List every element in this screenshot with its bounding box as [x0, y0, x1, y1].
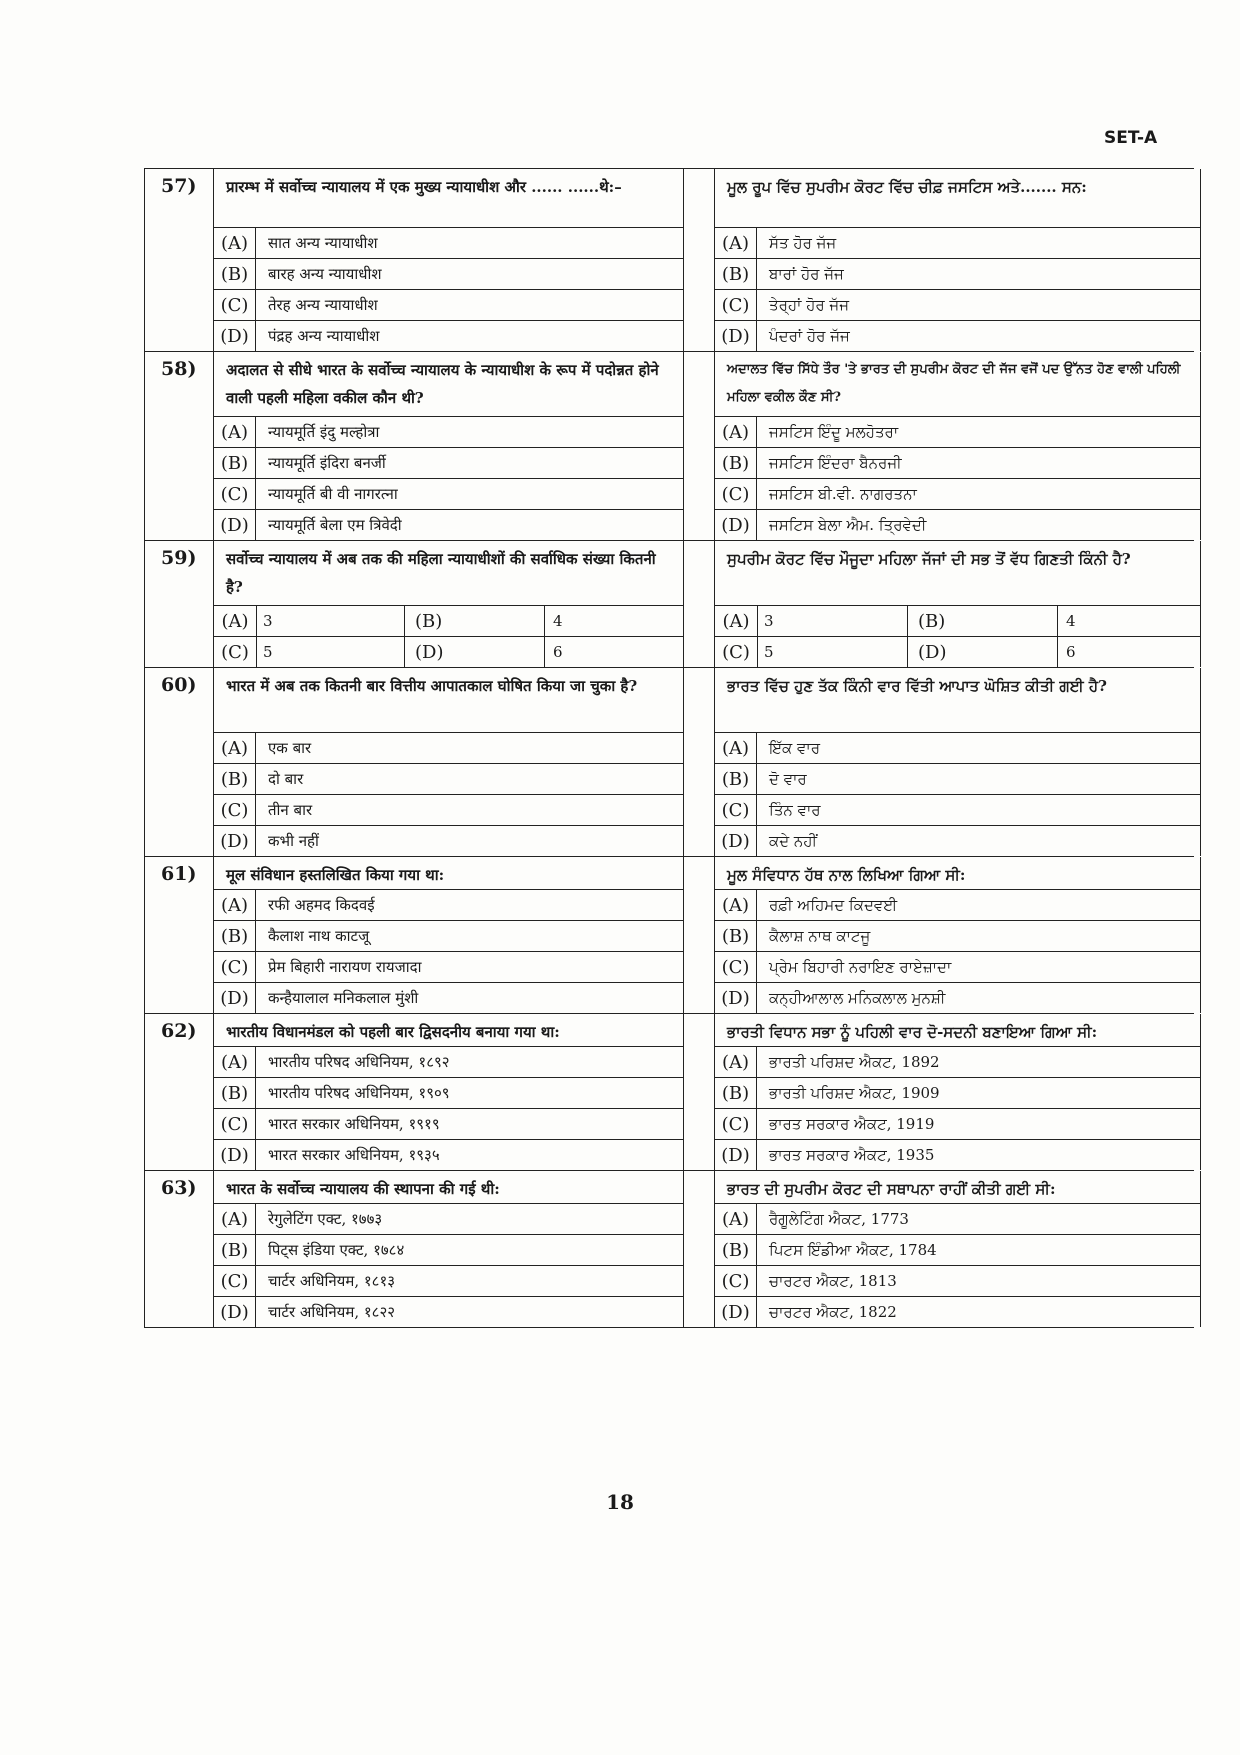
option-a: (A) ਰਫ਼ੀ ਅਹਿਮਦ ਕਿਦਵਈ [715, 890, 1200, 921]
option-d: (D) चार्टर अधिनियम, १८२२ [214, 1297, 683, 1327]
option-pair: (C) 5 (D) 6 [715, 637, 1200, 667]
question-text-punjabi: ਸੁਪਰੀਮ ਕੋਰਟ ਵਿੱਚ ਮੌਜੂਦਾ ਮਹਿਲਾ ਜੱਜਾਂ ਦੀ ਸਭ ਤੋਂ ਵੱਧ ਗਿਣਤੀ ਕਿੰਨੀ ਹੈ? [727, 550, 1131, 568]
option-b: (B) ਭਾਰਤੀ ਪਰਿਸ਼ਦ ਐਕਟ, 1909 [715, 1078, 1200, 1109]
option-d: (D) ਭਾਰਤ ਸਰਕਾਰ ਐਕਟ, 1935 [715, 1140, 1200, 1170]
option-c: (C) ਪ੍ਰੇਮ ਬਿਹਾਰੀ ਨਰਾਇਣ ਰਾਏਜ਼ਾਦਾ [715, 952, 1200, 983]
option-a: (A) ਰੈਗੂਲੇਟਿੰਗ ਐਕਟ, 1773 [715, 1204, 1200, 1235]
question-row [144, 541, 1194, 668]
option-pair: (C) 5 (D) 6 [214, 637, 683, 667]
option-b: (B) बारह अन्य न्यायाधीश [214, 259, 683, 290]
option-b: (B) न्यायमूर्ति इंदिरा बनर्जी [214, 448, 683, 479]
question-text-hindi: प्रारम्भ में सर्वोच्च न्यायालय में एक मुख्य न्यायाधीश और ...... ......थे:– [226, 178, 622, 196]
option-pair: (A) 3 (B) 4 [715, 606, 1200, 637]
hindi-column [214, 1171, 684, 1327]
punjabi-column [715, 352, 1201, 540]
question-row [144, 857, 1194, 1014]
option-a: (A) ਇੱਕ ਵਾਰ [715, 733, 1200, 764]
option-a: (A) रफी अहमद किदवई [214, 890, 683, 921]
option-b: (B) ਪਿਟਸ ਇੰਡੀਆ ਐਕਟ, 1784 [715, 1235, 1200, 1266]
question-row [144, 1014, 1194, 1171]
hindi-column [214, 169, 684, 351]
question-text-hindi: सर्वोच्च न्यायालय में अब तक की महिला न्यायाधीशों की सर्वाधिक संख्या कितनी है? [226, 550, 656, 596]
punjabi-column [715, 1171, 1201, 1327]
option-d: (D) ਪੰਦਰਾਂ ਹੋਰ ਜੱਜ [715, 321, 1200, 351]
question-number: 63) [144, 1171, 214, 1327]
option-d: (D) कन्हैयालाल मनिकलाल मुंशी [214, 983, 683, 1013]
option-c: (C) प्रेम बिहारी नारायण रायजादा [214, 952, 683, 983]
option-d: (D) ਕਦੇ ਨਹੀਂ [715, 826, 1200, 856]
question-number: 60) [144, 668, 214, 856]
option-b: (B) ਬਾਰਾਂ ਹੋਰ ਜੱਜ [715, 259, 1200, 290]
page-number: 18 [606, 1490, 634, 1514]
hindi-column [214, 541, 684, 667]
question-row [144, 169, 1194, 352]
question-text-punjabi: ਅਦਾਲਤ ਵਿੱਚ ਸਿੱਧੇ ਤੌਰ 'ਤੇ ਭਾਰਤ ਦੀ ਸੁਪਰੀਮ ਕੋਰਟ ਦੀ ਜੱਜ ਵਜੋਂ ਪਦ ਉੱਨਤ ਹੋਣ ਵਾਲੀ ਪਹਿਲੀ ਮਹਿਲਾ ਵਕੀਲ ਕੌਣ ਸੀ? [727, 362, 1181, 405]
punjabi-column [715, 668, 1201, 856]
option-b: (B) ਜਸਟਿਸ ਇੰਦਰਾ ਬੈਨਰਜੀ [715, 448, 1200, 479]
question-number: 61) [144, 857, 214, 1013]
question-text-hindi: भारत में अब तक कितनी बार वित्तीय आपातकाल घोषित किया जा चुका है? [226, 677, 638, 695]
set-label: SET-A [1104, 128, 1158, 148]
option-d: (D) न्यायमूर्ति बेला एम त्रिवेदी [214, 510, 683, 540]
option-c: (C) न्यायमूर्ति बी वी नागरत्ना [214, 479, 683, 510]
question-text-punjabi: ਮੂਲ ਸੰਵਿਧਾਨ ਹੱਥ ਨਾਲ ਲਿਖਿਆ ਗਿਆ ਸੀ: [727, 866, 966, 884]
option-a: (A) सात अन्य न्यायाधीश [214, 228, 683, 259]
option-b: (B) दो बार [214, 764, 683, 795]
option-a: (A) एक बार [214, 733, 683, 764]
question-text-punjabi: ਮੂਲ ਰੂਪ ਵਿੱਚ ਸੁਪਰੀਮ ਕੋਰਟ ਵਿੱਚ ਚੀਫ਼ ਜਸਟਿਸ ਅਤੇ....... ਸਨ: [727, 178, 1087, 196]
option-c: (C) तीन बार [214, 795, 683, 826]
question-text-hindi: मूल संविधान हस्तलिखित किया गया था: [226, 866, 445, 884]
option-c: (C) ਭਾਰਤ ਸਰਕਾਰ ਐਕਟ, 1919 [715, 1109, 1200, 1140]
punjabi-column [715, 169, 1201, 351]
question-number: 62) [144, 1014, 214, 1170]
option-c: (C) ਤਿੰਨ ਵਾਰ [715, 795, 1200, 826]
option-b: (B) भारतीय परिषद अधिनियम, १९०९ [214, 1078, 683, 1109]
option-d: (D) ਕਨ੍ਹੀਆਲਾਲ ਮਨਿਕਲਾਲ ਮੁਨਸ਼ੀ [715, 983, 1200, 1013]
option-b: (B) पिट्स इंडिया एक्ट, १७८४ [214, 1235, 683, 1266]
question-text-hindi: भारतीय विधानमंडल को पहली बार द्विसदनीय बनाया गया था: [226, 1023, 560, 1041]
option-a: (A) न्यायमूर्ति इंदु मल्होत्रा [214, 417, 683, 448]
option-c: (C) तेरह अन्य न्यायाधीश [214, 290, 683, 321]
question-number: 59) [144, 541, 214, 667]
question-row [144, 668, 1194, 857]
option-c: (C) भारत सरकार अधिनियम, १९१९ [214, 1109, 683, 1140]
option-c: (C) ਤੇਰ੍ਹਾਂ ਹੋਰ ਜੱਜ [715, 290, 1200, 321]
option-pair: (A) 3 (B) 4 [214, 606, 683, 637]
hindi-column [214, 668, 684, 856]
question-text-punjabi: ਭਾਰਤੀ ਵਿਧਾਨ ਸਭਾ ਨੂੰ ਪਹਿਲੀ ਵਾਰ ਦੋ-ਸਦਨੀ ਬਣਾਇਆ ਗਿਆ ਸੀ: [727, 1023, 1098, 1041]
option-b: (B) ਦੋ ਵਾਰ [715, 764, 1200, 795]
option-a: (A) ਸੱਤ ਹੋਰ ਜੱਜ [715, 228, 1200, 259]
question-number: 58) [144, 352, 214, 540]
option-a: (A) ਭਾਰਤੀ ਪਰਿਸ਼ਦ ਐਕਟ, 1892 [715, 1047, 1200, 1078]
option-d: (D) ਜਸਟਿਸ ਬੇਲਾ ਐਮ. ਤ੍ਰਿਵੇਦੀ [715, 510, 1200, 540]
option-c: (C) ਜਸਟਿਸ ਬੀ.ਵੀ. ਨਾਗਰਤਨਾ [715, 479, 1200, 510]
question-row [144, 1171, 1194, 1327]
question-text-punjabi: ਭਾਰਤ ਦੀ ਸੁਪਰੀਮ ਕੋਰਟ ਦੀ ਸਥਾਪਨਾ ਰਾਹੀਂ ਕੀਤੀ ਗਈ ਸੀ: [727, 1180, 1056, 1198]
option-d: (D) कभी नहीं [214, 826, 683, 856]
question-number: 57) [144, 169, 214, 351]
hindi-column [214, 1014, 684, 1170]
question-text-hindi: भारत के सर्वोच्च न्यायालय की स्थापना की गई थी: [226, 1180, 500, 1198]
option-a: (A) रेगुलेटिंग एक्ट, १७७३ [214, 1204, 683, 1235]
option-c: (C) चार्टर अधिनियम, १८१३ [214, 1266, 683, 1297]
question-text-punjabi: ਭਾਰਤ ਵਿੱਚ ਹੁਣ ਤੱਕ ਕਿੰਨੀ ਵਾਰ ਵਿੱਤੀ ਆਪਾਤ ਘੋਸ਼ਿਤ ਕੀਤੀ ਗਈ ਹੈ? [727, 677, 1107, 695]
option-b: (B) कैलाश नाथ काटजू [214, 921, 683, 952]
question-text-hindi: अदालत से सीधे भारत के सर्वोच्च न्यायालय के न्यायाधीश के रूप में पदोन्नत होने वाली पहली महिला वकील कौन थी? [226, 361, 659, 407]
punjabi-column [715, 857, 1201, 1013]
option-b: (B) ਕੈਲਾਸ਼ ਨਾਥ ਕਾਟਜੂ [715, 921, 1200, 952]
option-d: (D) ਚਾਰਟਰ ਐਕਟ, 1822 [715, 1297, 1200, 1327]
punjabi-column [715, 541, 1201, 667]
punjabi-column [715, 1014, 1201, 1170]
option-a: (A) भारतीय परिषद अधिनियम, १८९२ [214, 1047, 683, 1078]
option-d: (D) भारत सरकार अधिनियम, १९३५ [214, 1140, 683, 1170]
hindi-column [214, 857, 684, 1013]
hindi-column [214, 352, 684, 540]
option-d: (D) पंद्रह अन्य न्यायाधीश [214, 321, 683, 351]
option-a: (A) ਜਸਟਿਸ ਇੰਦੂ ਮਲਹੋਤਰਾ [715, 417, 1200, 448]
question-table [144, 168, 1194, 1328]
question-row [144, 352, 1194, 541]
option-c: (C) ਚਾਰਟਰ ਐਕਟ, 1813 [715, 1266, 1200, 1297]
